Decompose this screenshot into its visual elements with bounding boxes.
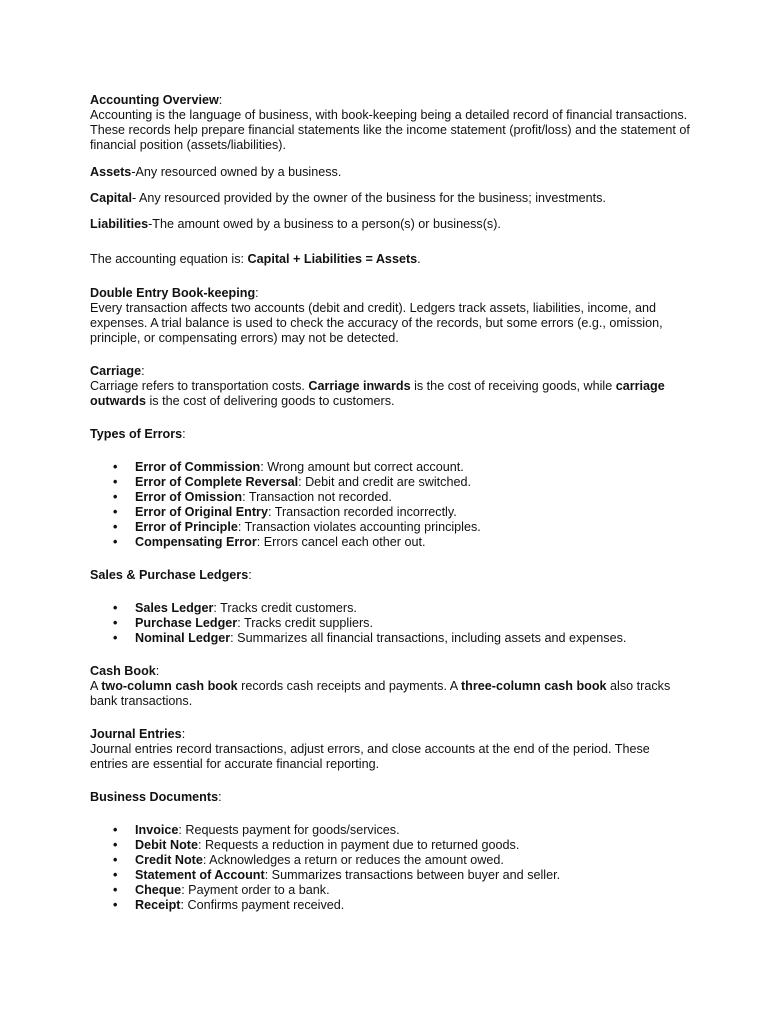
journal-heading: Journal Entries bbox=[90, 727, 182, 741]
equation-formula: Capital + Liabilities = Assets bbox=[247, 252, 418, 266]
section-errors bbox=[90, 427, 690, 550]
document-page bbox=[90, 93, 690, 913]
equation-prefix: The accounting equation is: bbox=[90, 252, 248, 266]
list-item bbox=[90, 853, 690, 868]
carriage-inwards-term: Carriage inwards bbox=[308, 379, 411, 393]
section-cash-book bbox=[90, 664, 690, 709]
overview-heading: Accounting Overview bbox=[90, 93, 219, 107]
item-term: Cheque bbox=[135, 883, 182, 897]
item-term: Error of Omission bbox=[135, 490, 243, 504]
assets-term: Assets bbox=[90, 165, 132, 179]
carriage-text-1: Carriage refers to transportation costs. bbox=[90, 379, 309, 393]
item-term: Sales Ledger bbox=[135, 601, 214, 615]
double-entry-body: Every transaction affects two accounts (debit and credit). Ledgers track assets, liabilities, income, and expenses. A trial balance is used to check the accuracy of the records, but some errors (e.g., omission, principle, or compensating errors) may not be detected. bbox=[90, 301, 663, 345]
list-item bbox=[90, 535, 690, 550]
definition-capital bbox=[90, 191, 690, 206]
carriage-heading-line: Carriage: bbox=[90, 364, 145, 378]
errors-heading: Types of Errors bbox=[90, 427, 183, 441]
errors-list bbox=[90, 460, 690, 550]
list-item bbox=[90, 505, 690, 520]
list-item bbox=[90, 475, 690, 490]
ledgers-list bbox=[90, 601, 690, 646]
section-double-entry bbox=[90, 286, 690, 346]
list-item bbox=[90, 490, 690, 505]
item-desc: : Errors cancel each other out. bbox=[256, 535, 426, 549]
ledgers-heading: Sales & Purchase Ledgers bbox=[90, 568, 249, 582]
list-item bbox=[90, 460, 690, 475]
cash-book-heading: Cash Book bbox=[90, 664, 156, 678]
cash-book-heading-line: Cash Book: bbox=[90, 664, 160, 678]
item-desc: : Acknowledges a return or reduces the amount owed. bbox=[202, 853, 504, 867]
carriage-text-3: is the cost of delivering goods to customers. bbox=[145, 394, 395, 408]
item-desc: : Tracks credit suppliers. bbox=[237, 616, 373, 630]
section-carriage bbox=[90, 364, 690, 409]
cash-book-body bbox=[90, 679, 690, 709]
item-term: Error of Original Entry bbox=[135, 505, 268, 519]
item-term: Invoice bbox=[135, 823, 179, 837]
ledgers-heading-line: Sales & Purchase Ledgers: bbox=[90, 568, 252, 582]
item-desc: : Payment order to a bank. bbox=[181, 883, 330, 897]
capital-text: - Any resourced provided by the owner of the business for the business; investments. bbox=[132, 191, 606, 205]
documents-heading: Business Documents bbox=[90, 790, 219, 804]
two-column-term: two-column cash book bbox=[101, 679, 238, 693]
item-term: Receipt bbox=[135, 898, 181, 912]
item-term: Error of Commission bbox=[135, 460, 261, 474]
item-desc: : Debit and credit are switched. bbox=[298, 475, 471, 489]
documents-list bbox=[90, 823, 690, 913]
list-item bbox=[90, 631, 690, 646]
definition-liabilities bbox=[90, 217, 690, 232]
liabilities-term: Liabilities bbox=[90, 217, 149, 231]
errors-heading-line: Types of Errors: bbox=[90, 427, 186, 441]
list-item bbox=[90, 838, 690, 853]
documents-heading-line: Business Documents: bbox=[90, 790, 222, 804]
item-desc: : Confirms payment received. bbox=[180, 898, 345, 912]
accounting-equation bbox=[90, 252, 690, 267]
list-item bbox=[90, 883, 690, 898]
item-desc: : Summarizes all financial transactions, including assets and expenses. bbox=[230, 631, 627, 645]
carriage-outwards-term: carriage outwards bbox=[90, 379, 665, 408]
list-item bbox=[90, 601, 690, 616]
item-desc: : Transaction violates accounting principles. bbox=[237, 520, 481, 534]
assets-text: -Any resourced owned by a business. bbox=[131, 165, 342, 179]
double-entry-heading: Double Entry Book-keeping bbox=[90, 286, 256, 300]
item-desc: : Requests a reduction in payment due to returned goods. bbox=[197, 838, 520, 852]
item-term: Credit Note bbox=[135, 853, 203, 867]
item-desc: : Wrong amount but correct account. bbox=[260, 460, 464, 474]
section-ledgers bbox=[90, 568, 690, 646]
item-term: Purchase Ledger bbox=[135, 616, 238, 630]
carriage-heading: Carriage bbox=[90, 364, 142, 378]
capital-term: Capital bbox=[90, 191, 132, 205]
cash-book-text-3: also tracks bank transactions. bbox=[90, 679, 671, 708]
carriage-text-2: is the cost of receiving goods, while bbox=[410, 379, 616, 393]
item-term: Debit Note bbox=[135, 838, 198, 852]
item-term: Error of Complete Reversal bbox=[135, 475, 299, 489]
section-overview bbox=[90, 93, 690, 153]
item-desc: : Requests payment for goods/services. bbox=[178, 823, 400, 837]
item-term: Statement of Account bbox=[135, 868, 265, 882]
item-desc: : Transaction recorded incorrectly. bbox=[267, 505, 457, 519]
double-entry-heading-line: Double Entry Book-keeping: bbox=[90, 286, 259, 300]
item-term: Compensating Error bbox=[135, 535, 257, 549]
liabilities-text: -The amount owed by a business to a person(s) or business(s). bbox=[148, 217, 501, 231]
item-term: Nominal Ledger bbox=[135, 631, 231, 645]
cash-book-text-2: records cash receipts and payments. A bbox=[237, 679, 461, 693]
definition-assets bbox=[90, 165, 690, 180]
journal-heading-line: Journal Entries: bbox=[90, 727, 186, 741]
item-desc: : Transaction not recorded. bbox=[242, 490, 392, 504]
overview-body: Accounting is the language of business, with book-keeping being a detailed record of financial transactions. These records help prepare financial statements like the income statement (profit/loss) and the statement of financial position (assets/liabilities). bbox=[90, 108, 690, 152]
list-item bbox=[90, 520, 690, 535]
section-journal bbox=[90, 727, 690, 772]
list-item bbox=[90, 868, 690, 883]
cash-book-text-1: A bbox=[90, 679, 102, 693]
journal-body: Journal entries record transactions, adjust errors, and close accounts at the end of the period. These entries are essential for accurate financial reporting. bbox=[90, 742, 650, 771]
carriage-body bbox=[90, 379, 690, 409]
overview-heading-line: Accounting Overview: bbox=[90, 93, 223, 107]
list-item bbox=[90, 823, 690, 838]
list-item bbox=[90, 616, 690, 631]
list-item bbox=[90, 898, 690, 913]
item-term: Error of Principle bbox=[135, 520, 238, 534]
item-desc: : Tracks credit customers. bbox=[213, 601, 357, 615]
three-column-term: three-column cash book bbox=[460, 679, 607, 693]
section-documents bbox=[90, 790, 690, 913]
equation-suffix: . bbox=[417, 252, 421, 266]
item-desc: : Summarizes transactions between buyer and seller. bbox=[264, 868, 561, 882]
